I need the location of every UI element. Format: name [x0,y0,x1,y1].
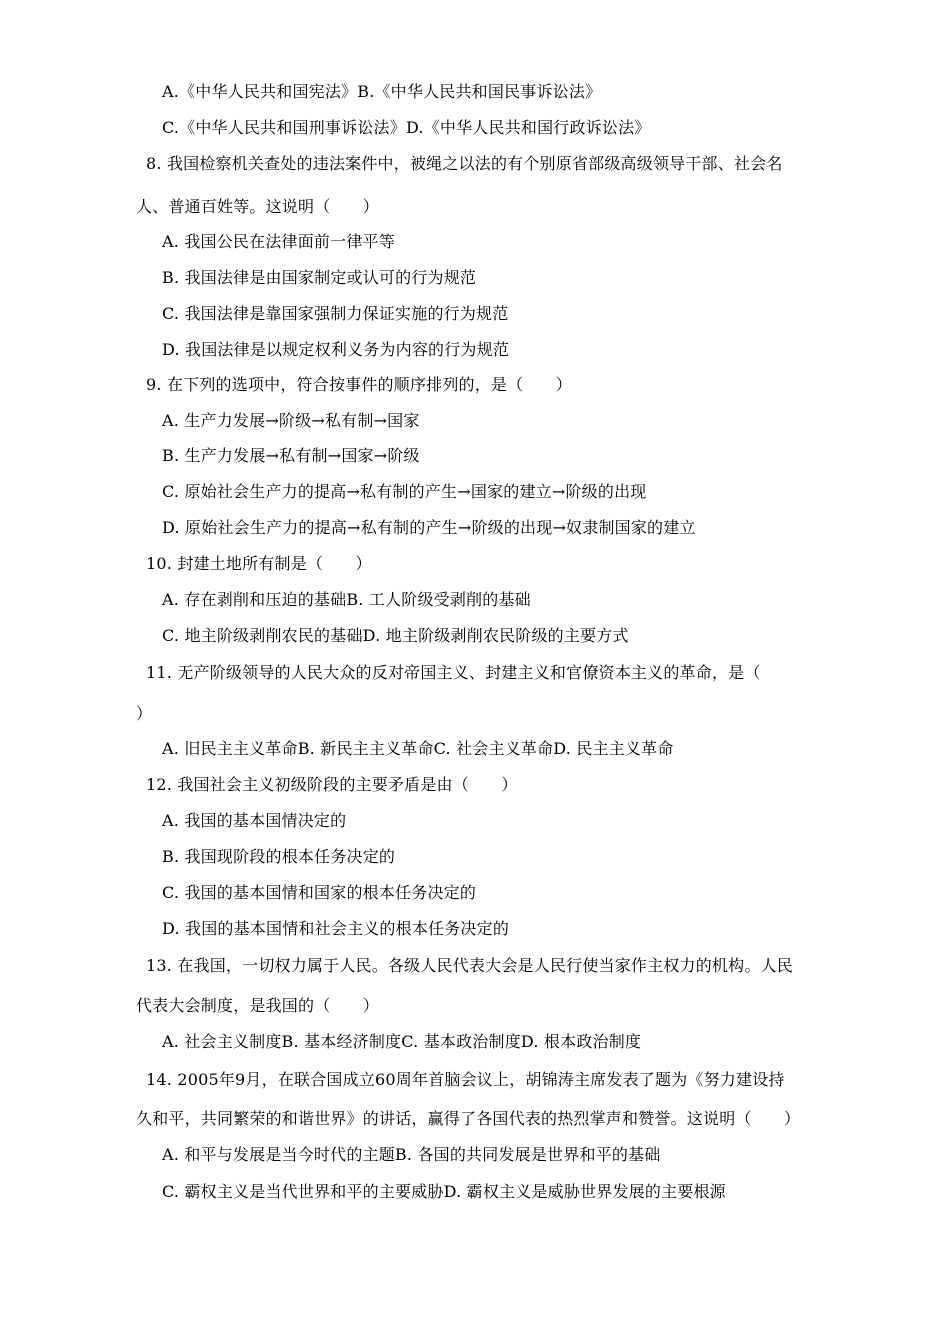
q7-options-ab: A.《中华人民共和国宪法》B.《中华人民共和国民事诉讼法》 [162,82,602,101]
q9-option-a: A. 生产力发展→阶级→私有制→国家 [162,411,420,430]
q13-options: A. 社会主义制度B. 基本经济制度C. 基本政治制度D. 根本政治制度 [162,1032,642,1051]
q12-option-d: D. 我国的基本国情和社会主义的根本任务决定的 [162,919,510,938]
q12-option-b: B. 我国现阶段的根本任务决定的 [162,847,396,866]
q11-stem: 11. 无产阶级领导的人民大众的反对帝国主义、封建主义和官僚资本主义的革命，是（ [146,663,761,682]
q13-stem-cont: 代表大会制度，是我国的（ ） [136,996,380,1015]
q14-stem-cont: 久和平，共同繁荣的和谐世界》的讲话，赢得了各国代表的热烈掌声和赞誉。这说明（ ） [136,1109,801,1128]
q8-option-b: B. 我国法律是由国家制定或认可的行为规范 [162,268,477,287]
q12-stem: 12. 我国社会主义初级阶段的主要矛盾是由（ ） [146,775,518,794]
q8-stem: 8. 我国检察机关查处的违法案件中，被绳之以法的有个别原省部级高级领导干部、社会名 [146,154,783,173]
q10-options-cd: C. 地主阶级剥削农民的基础D. 地主阶级剥削农民阶级的主要方式 [162,626,629,645]
q9-stem: 9. 在下列的选项中，符合按事件的顺序排列的，是（ ） [146,375,572,394]
q8-option-a: A. 我国公民在法律面前一律平等 [162,232,395,251]
q14-stem: 14. 2005年9月，在联合国成立60周年首脑会议上，胡锦涛主席发表了题为《努力建设持 [146,1070,785,1089]
q13-stem: 13. 在我国，一切权力属于人民。各级人民代表大会是人民行使当家作主权力的机构。人民 [146,956,793,975]
q11-options: A. 旧民主主义革命B. 新民主主义革命C. 社会主义革命D. 民主主义革命 [162,739,674,758]
q11-stem-cont: ） [136,704,153,723]
q14-options-ab: A. 和平与发展是当今时代的主题B. 各国的共同发展是世界和平的基础 [162,1145,661,1164]
q14-options-cd: C. 霸权主义是当代世界和平的主要威胁D. 霸权主义是威胁世界发展的主要根源 [162,1182,726,1201]
q8-option-c: C. 我国法律是靠国家强制力保证实施的行为规范 [162,304,509,323]
q9-option-b: B. 生产力发展→私有制→国家→阶级 [162,446,420,465]
q12-option-c: C. 我国的基本国情和国家的根本任务决定的 [162,883,477,902]
q9-option-c: C. 原始社会生产力的提高→私有制的产生→国家的建立→阶级的出现 [162,482,647,501]
q8-option-d: D. 我国法律是以规定权利义务为内容的行为规范 [162,340,510,359]
q10-options-ab: A. 存在剥削和压迫的基础B. 工人阶级受剥削的基础 [162,590,531,609]
q10-stem: 10. 封建土地所有制是（ ） [146,554,372,573]
q7-options-cd: C.《中华人民共和国刑事诉讼法》D.《中华人民共和国行政诉讼法》 [162,118,651,137]
q12-option-a: A. 我国的基本国情决定的 [162,811,347,830]
q8-stem-cont: 人、普通百姓等。这说明（ ） [136,197,380,216]
q9-option-d: D. 原始社会生产力的提高→私有制的产生→阶级的出现→奴隶制国家的建立 [162,518,696,537]
